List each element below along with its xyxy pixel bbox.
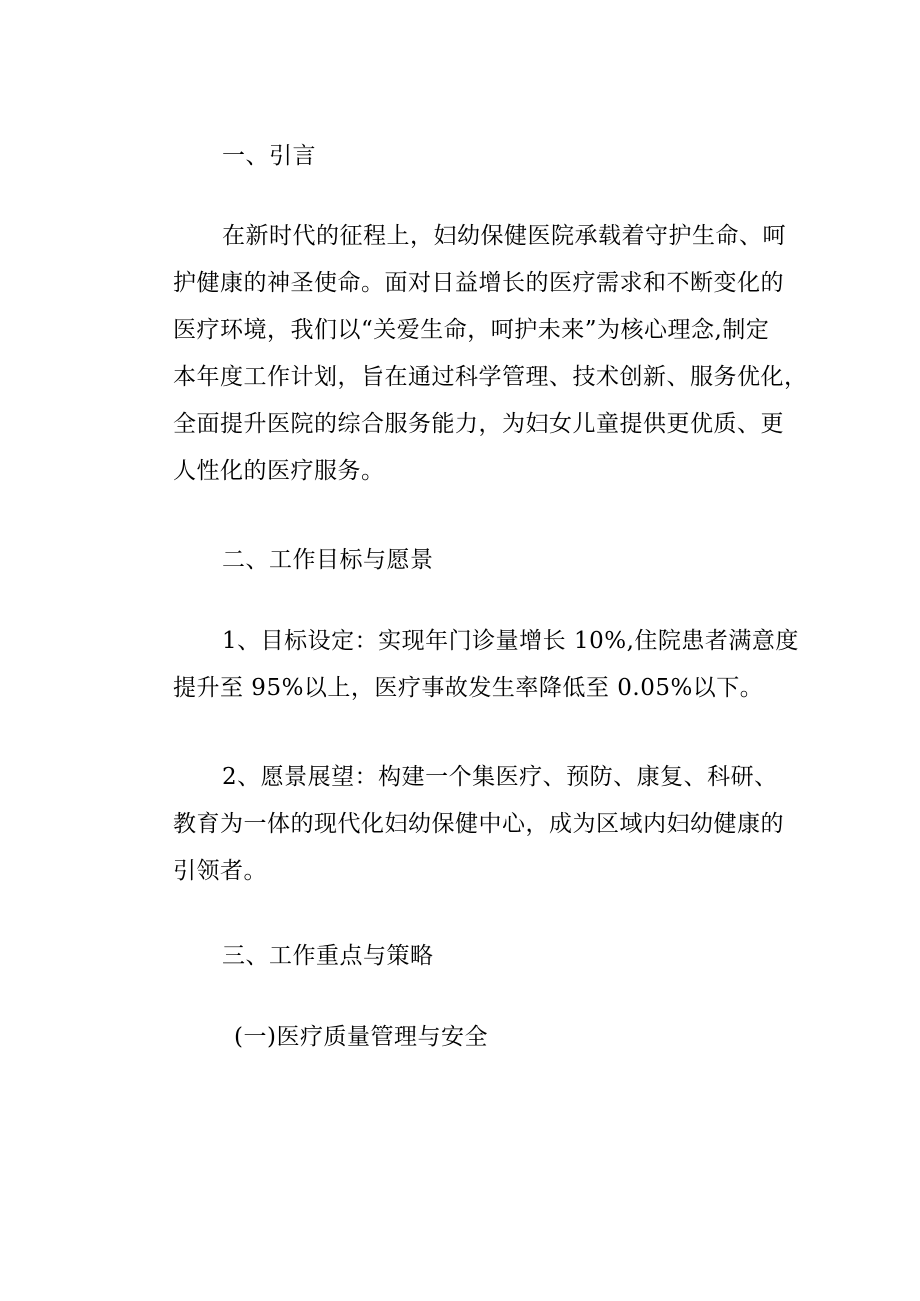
section-heading-goals-vision: 二、工作目标与愿景: [222, 547, 434, 573]
paragraph-line: 全面提升医院的综合服务能力，为妇女儿童提供更优质、更: [173, 411, 784, 437]
paragraph-line: 护健康的神圣使命。面对日益增长的医疗需求和不断变化的: [173, 270, 784, 296]
section-heading-focus-strategy: 三、工作重点与策略: [222, 943, 434, 969]
paragraph-line: 教育为一体的现代化妇幼保健中心，成为区域内妇幼健康的: [173, 811, 784, 837]
section-heading-introduction: 一、引言: [222, 143, 316, 169]
paragraph-line: 在新时代的征程上，妇幼保健医院承载着守护生命、呵: [222, 223, 786, 249]
paragraph-line: 本年度工作计划，旨在通过科学管理、技术创新、服务优化，: [173, 364, 808, 390]
paragraph-line: 引领者。: [173, 858, 267, 884]
paragraph-line: 人性化的医疗服务。: [173, 458, 385, 484]
paragraph-line: 医疗环境，我们以“关爱生命，呵护未来”为核心理念,制定: [173, 317, 770, 343]
paragraph-line: 提升至 95%以上，医疗事故发生率降低至 0.05%以下。: [173, 675, 764, 701]
paragraph-line: 1、目标设定：实现年门诊量增长 10%,住院患者满意度: [222, 628, 799, 654]
subsection-heading-quality-safety: (一)医疗质量管理与安全: [234, 1024, 488, 1050]
paragraph-line: 2、愿景展望：构建一个集医疗、预防、康复、科研、: [222, 764, 778, 790]
